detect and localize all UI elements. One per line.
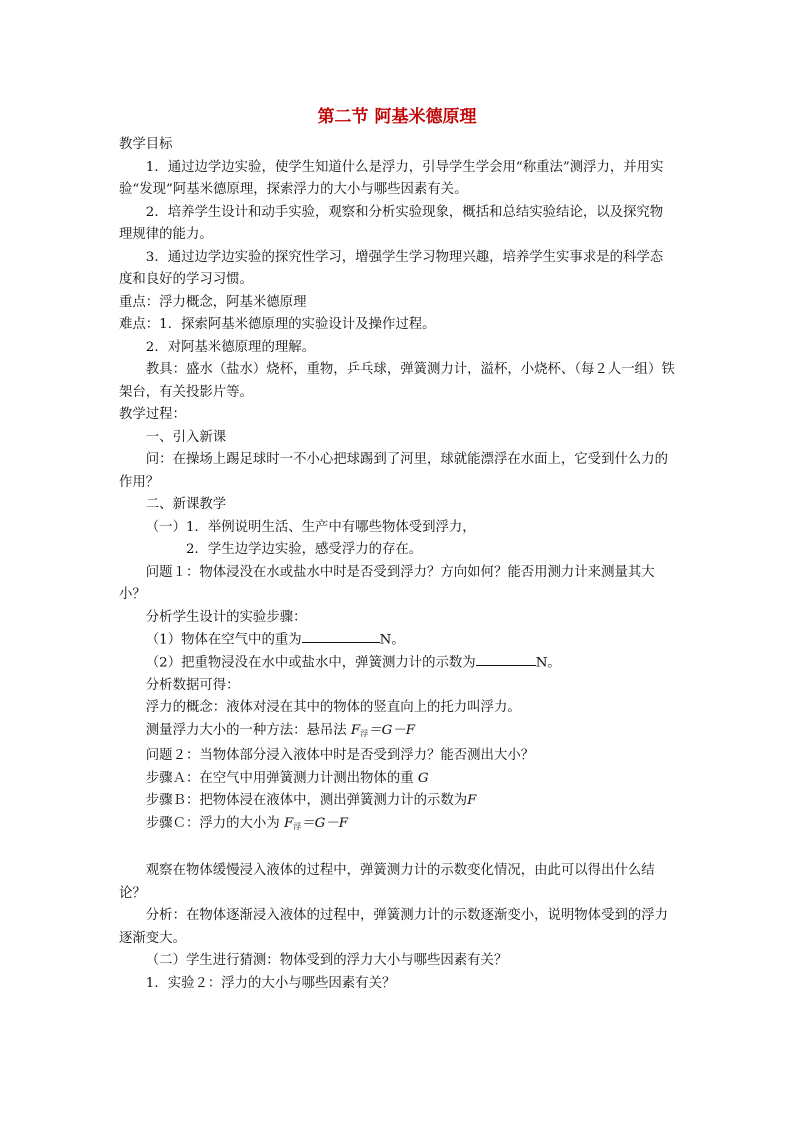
fill-blank-1 (302, 629, 380, 643)
paragraph-difficulty-2: 2．对阿基米德原理的理解。 (145, 339, 316, 355)
paragraph-analysis-steps: 分析学生设计的实验步骤： (145, 609, 307, 625)
paragraph-key-points: 重点：浮力概念，阿基米德原理 (119, 294, 307, 310)
paragraph-step-2: （2）把重物浸没在水中或盐水中，弹簧测力计的示数为 N。 (119, 652, 675, 675)
paragraph-goal-2: 2．培养学生设计和动手实验，观察和分析实验现象，概括和总结实验结论，以及探究物理规律的能力。 (119, 204, 664, 242)
paragraph-sub1-a: （一）1．举例说明生活、生产中有哪些物体受到浮力， (145, 519, 476, 535)
paragraph-goal-3: 3．通过边学边实验的探究性学习，增强学生学习物理兴趣，培养学生实事求是的科学态度和良好的学习习惯。 (119, 249, 664, 287)
paragraph-problem-1: 问题１：物体浸没在水或盐水中时是否受到浮力？方向如何？能否用测力计来测量其大小？ (119, 564, 655, 602)
formula-buoyancy: $F_浮=G-F$ (350, 722, 415, 738)
section-heading-goals: 教学目标 (119, 137, 173, 152)
section-heading-process: 教学过程： (119, 407, 186, 422)
paragraph-difficulty-1: 难点：1．探索阿基米德原理的实验设计及操作过程。 (119, 317, 436, 332)
paragraph-sub1-b: 2．学生边学边实验，感受浮力的存在。 (186, 542, 423, 557)
heading-part-1: 一、引入新课 (145, 429, 227, 445)
paragraph-equipment: 教具：盛水（盐水）烧杯，重物，乒乓球，弹簧测力计，溢杯，小烧杯、（每２人一组）铁架台，有关投影片等。 (119, 362, 675, 400)
page-title: 第二节 阿基米德原理 (317, 107, 477, 127)
paragraph-step-c: 步骤Ｃ：浮力的大小为 $F_浮=G-F$ (145, 815, 349, 831)
formula-buoyancy-2: $F_浮=G-F$ (283, 815, 349, 831)
paragraph-analysis-2: 分析：在物体逐渐浸入液体的过程中，弹簧测力计的示数逐渐变小，说明物体受到的浮力逐渐变大。 (119, 908, 669, 946)
paragraph-problem-2: 问题２：当物体部分浸入液体中时是否受到浮力？能否测出大小？ (145, 748, 535, 764)
paragraph-question-intro: 问：在操场上踢足球时一不小心把球踢到了河里，球就能漂浮在水面上，它受到什么力的作用？ (119, 452, 669, 490)
document-body (119, 134, 675, 995)
paragraph-concept: 浮力的概念：液体对浸在其中的物体的竖直向上的托力叫浮力。 (145, 700, 521, 716)
paragraph-step-a: 步骤Ａ：在空气中用弹簧测力计测出物体的重 G (145, 770, 429, 786)
paragraph-method: 测量浮力大小的一种方法：悬吊法 $F_浮=G-F$ (145, 722, 415, 738)
blank-line (119, 838, 675, 860)
fill-blank-2 (476, 652, 536, 666)
heading-part-2: 二、新课教学 (145, 497, 227, 512)
paragraph-sub2: （二）学生进行猜测：物体受到的浮力大小与哪些因素有关？ (145, 953, 508, 969)
paragraph-experiment-2: 1．实验２：浮力的大小与哪些因素有关？ (145, 975, 396, 991)
paragraph-analysis-data: 分析数据可得： (145, 677, 240, 693)
paragraph-observe: 观察在物体缓慢浸入液体的过程中，弹簧测力计的示数变化情况，由此可以得出什么结论？ (119, 863, 655, 901)
paragraph-step-1: （1）物体在空气中的重为 N。 (119, 629, 675, 652)
paragraph-goal-1: 1．通过边学边实验，使学生知道什么是浮力，引导学生学会用“称重法”测浮力，并用实验“发现”阿基米德原理，探索浮力的大小与哪些因素有关。 (119, 159, 664, 197)
paragraph-step-b: 步骤Ｂ：把物体浸在液体中，测出弹簧测力计的示数为F (145, 793, 477, 809)
